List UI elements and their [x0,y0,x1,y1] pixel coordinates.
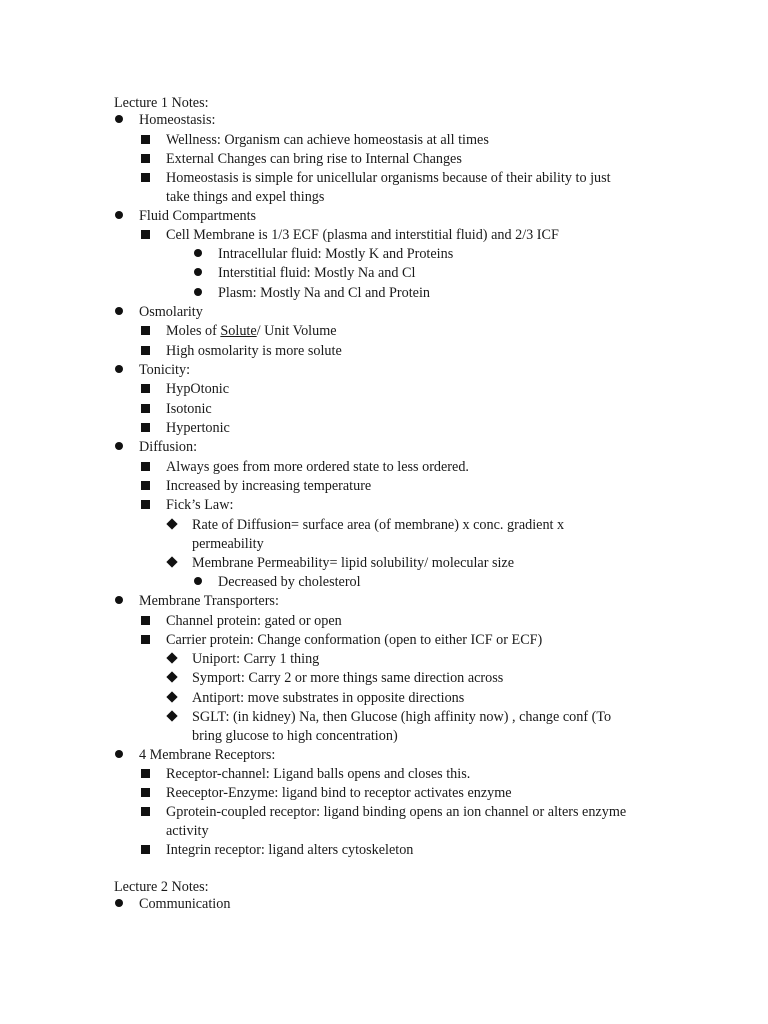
list-item: Interstitial fluid: Mostly Na and Cl [218,265,416,281]
bullet-square [141,346,150,355]
bullet-disc [194,288,202,296]
list-item: Antiport: move substrates in opposite directions [192,690,465,706]
bullet-disc [115,307,123,315]
section-title-osmolarity: Osmolarity [139,304,203,320]
bullet-square [141,135,150,144]
bullet-disc [194,577,202,585]
list-item: Cell Membrane is 1/3 ECF (plasma and interstitial fluid) and 2/3 ICF [166,227,559,243]
bullet-square [141,500,150,509]
list-item: Wellness: Organism can achieve homeostasis at all times [166,132,489,148]
bullet-diamond [166,671,177,682]
list-item-continuation: bring glucose to high concentration) [192,728,398,744]
list-item: HypOtonic [166,381,230,397]
list-item-continuation: permeability [192,536,264,552]
list-item: Fick’s Law: [166,497,234,513]
list-item: Symport: Carry 2 or more things same direction across [192,670,504,686]
list-item: Receptor-channel: Ligand balls opens and closes this. [166,766,471,782]
list-item: High osmolarity is more solute [166,343,342,359]
bullet-square [141,807,150,816]
bullet-square [141,404,150,413]
list-item: Rate of Diffusion= surface area (of membrane) x conc. gradient x [192,517,565,533]
bullet-disc [115,750,123,758]
bullet-square [141,481,150,490]
bullet-disc [115,365,123,373]
bullet-disc [194,268,202,276]
list-item: SGLT: (in kidney) Na, then Glucose (high affinity now) , change conf (To [192,709,612,725]
list-item: Increased by increasing temperature [166,478,372,494]
section-title-diffusion: Diffusion: [139,439,198,455]
list-item: Moles of Solute/ Unit Volume [166,323,337,339]
bullet-square [141,845,150,854]
list-item: Gprotein-coupled receptor: ligand binding opens an ion channel or alters enzyme [166,804,627,820]
bullet-disc [115,442,123,450]
section-title-fluid-compartments: Fluid Compartments [139,208,257,224]
bullet-square [141,154,150,163]
section-title-membrane-transporters: Membrane Transporters: [139,593,279,609]
bullet-diamond [166,652,177,663]
bullet-disc [115,899,123,907]
lecture-2-heading: Lecture 2 Notes: [114,879,209,895]
list-item: Isotonic [166,401,212,417]
list-item: Always goes from more ordered state to less ordered. [166,459,469,475]
bullet-disc [194,249,202,257]
bullet-square [141,173,150,182]
bullet-square [141,384,150,393]
list-item: Integrin receptor: ligand alters cytoskeleton [166,842,414,858]
lecture-1-heading: Lecture 1 Notes: [114,95,209,111]
list-item: External Changes can bring rise to Internal Changes [166,151,462,167]
bullet-diamond [166,710,177,721]
bullet-square [141,326,150,335]
bullet-square [141,423,150,432]
bullet-square [141,769,150,778]
bullet-diamond [166,691,177,702]
bullet-disc [115,211,123,219]
bullet-diamond [166,518,177,529]
list-item: Hypertonic [166,420,230,436]
bullet-disc [115,115,123,123]
list-item: Plasm: Mostly Na and Cl and Protein [218,285,431,301]
list-item: Homeostasis is simple for unicellular organisms because of their ability to just [166,170,611,186]
list-item: Carrier protein: Change conformation (open to either ICF or ECF) [166,632,543,648]
list-item-continuation: take things and expel things [166,189,325,205]
section-title-tonicity: Tonicity: [139,362,191,378]
bullet-disc [115,596,123,604]
list-item: Reeceptor-Enzyme: ligand bind to receptor activates enzyme [166,785,512,801]
list-item-continuation: activity [166,823,209,839]
list-item: Membrane Permeability= lipid solubility/ molecular size [192,555,515,571]
bullet-square [141,230,150,239]
underlined-term: Solute [220,323,257,339]
bullet-square [141,635,150,644]
list-item: Uniport: Carry 1 thing [192,651,320,667]
bullet-square [141,788,150,797]
section-title-homeostasis: Homeostasis: [139,112,216,128]
list-item: Channel protein: gated or open [166,613,342,629]
section-title-membrane-receptors: 4 Membrane Receptors: [139,747,276,763]
list-item: Intracellular fluid: Mostly K and Proteins [218,246,454,262]
section-title-communication: Communication [139,896,231,912]
bullet-square [141,616,150,625]
bullet-square [141,462,150,471]
bullet-diamond [166,556,177,567]
list-item: Decreased by cholesterol [218,574,361,590]
